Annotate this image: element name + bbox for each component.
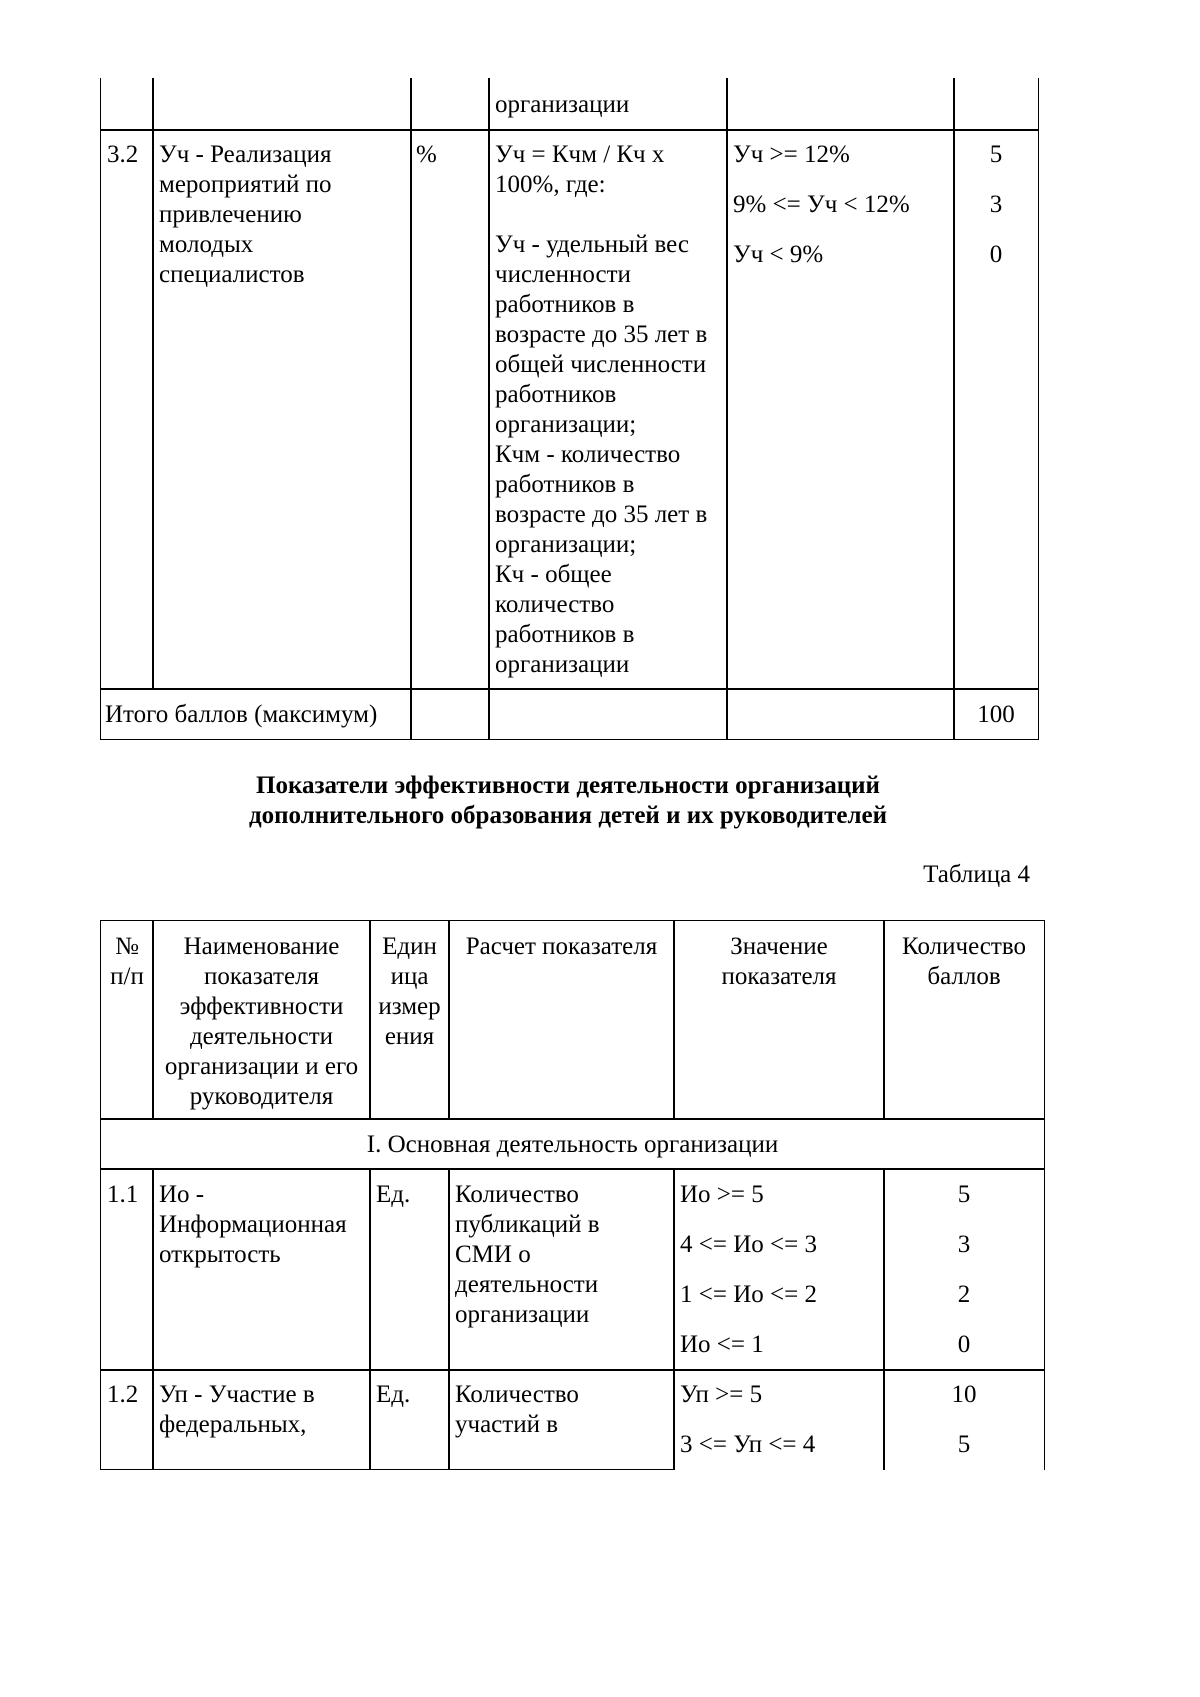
t3-total-calc-cell	[488, 688, 728, 740]
t4-row11-name: Ио - Информационная открытость	[159, 1181, 347, 1268]
t3-total-label: Итого баллов (максимум)	[105, 701, 378, 728]
t3-row32-calc-detail: Уч - удельный вес численности работников в возрасте до 35 лет в общей численности работников организации; Кчм - количество работников в возрасте до 35 лет в организации; Кч - общее количество работников в организации	[495, 231, 708, 678]
t4-row12-score-2: 5	[957, 1431, 971, 1458]
t4-row12-value-1: Уп >= 5	[680, 1381, 763, 1408]
t4-header-score: Количество баллов	[902, 933, 1026, 990]
t4-row11-unit: Ед.	[376, 1181, 411, 1208]
t4-row12-num: 1.2	[107, 1381, 139, 1408]
t3-row32-score-3: 0	[989, 241, 1003, 268]
t4-row12-value-2: 3 <= Уп <= 4	[680, 1431, 816, 1458]
t4-row11-value-4: Ио <= 1	[680, 1331, 764, 1358]
t4-section-title: I. Основная деятельность организации	[366, 1131, 779, 1158]
t4-row11-score-1: 5	[957, 1181, 971, 1208]
t4-header-unit: Един ица измер ения	[378, 933, 441, 1050]
t3-row32-value-1: Уч >= 12%	[733, 141, 850, 168]
t4-header-name: Наименование показателя эффективности деятельности организации и его руководителя	[164, 933, 359, 1110]
t3-row32-score-1: 5	[989, 141, 1003, 168]
t3-row32-value-3: Уч < 9%	[733, 241, 824, 268]
t3-total-score: 100	[977, 701, 1015, 728]
section-heading-line-1: Показатели эффективности деятельности организаций	[256, 772, 880, 799]
t4-row12-score-1: 10	[951, 1381, 977, 1408]
t4-header-calc: Расчет показателя	[465, 933, 658, 960]
t3-top-calc-text: организации	[495, 91, 630, 118]
t3-top-cell-3	[410, 78, 490, 131]
t4-row11-value-3: 1 <= Ио <= 2	[680, 1281, 817, 1308]
t4-row11-value-1: Ио >= 5	[680, 1181, 764, 1208]
t3-row32-value-2: 9% <= Уч < 12%	[733, 191, 910, 218]
t3-row32-unit-cell	[410, 129, 490, 690]
t3-top-cell-2	[152, 78, 412, 131]
table-caption: Таблица 4	[923, 861, 1030, 888]
t4-row11-score-3: 2	[957, 1281, 971, 1308]
t3-row32-num: 3.2	[107, 141, 139, 168]
t3-top-cell-6	[953, 78, 1039, 131]
t3-row32-calc: Уч = Кчм / Кч x 100%, где:	[495, 141, 665, 198]
t4-row11-calc: Количество публикаций в СМИ о деятельности организации	[455, 1181, 600, 1328]
section-heading-line-2: дополнительного образования детей и их руководителей	[248, 802, 887, 829]
t3-total-value-cell	[726, 688, 955, 740]
t4-row11-num: 1.1	[107, 1181, 139, 1208]
t4-row12-unit: Ед.	[376, 1381, 411, 1408]
t4-row11-score-2: 3	[957, 1231, 971, 1258]
t3-row32-num-cell	[100, 129, 154, 690]
t3-row32-unit: %	[416, 141, 437, 168]
t3-row32-score-2: 3	[989, 191, 1003, 218]
t4-row12-calc: Количество участий в	[455, 1381, 579, 1438]
t3-total-unit-cell	[410, 688, 490, 740]
t4-row11-value-2: 4 <= Ио <= 3	[680, 1231, 817, 1258]
t3-row32-name: Уч - Реализация мероприятий по привлечению молодых специалистов	[159, 141, 332, 288]
t4-header-num: № п/п	[110, 933, 144, 990]
t4-row12-name: Уп - Участие в федеральных,	[159, 1381, 315, 1438]
t4-row11-score-4: 0	[957, 1331, 971, 1358]
t3-top-cell-1	[100, 78, 154, 131]
t3-top-cell-5	[726, 78, 955, 131]
t4-header-value: Значение показателя	[721, 933, 837, 990]
